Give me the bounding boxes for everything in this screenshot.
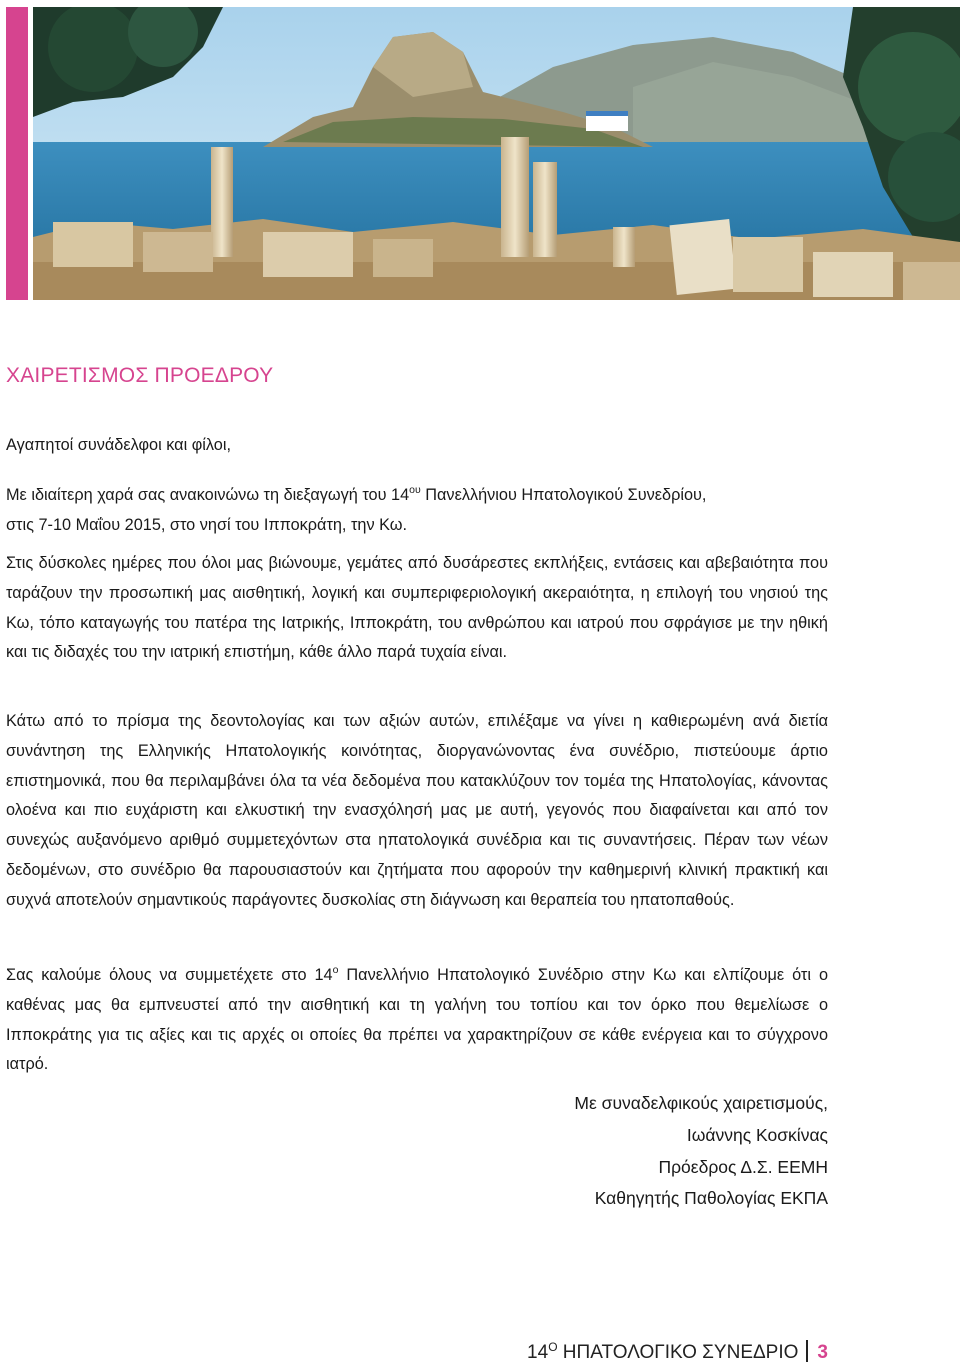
paragraph-2	[6, 549, 828, 668]
closing-text: Με συναδελφικούς χαιρετισμούς,	[574, 1093, 828, 1113]
signer-name: Ιωάννης Κοσκίνας	[686, 1124, 828, 1145]
footer-number: 14	[527, 1342, 549, 1363]
paragraph-3-text: Κάτω από το πρίσμα της δεοντολογίας και των αξιών αυτών, επιλέξαμε να γίνει η καθιερωμένη ανά διετία συνάντηση της Ελληνικής Ηπατολογικής κοινότητας, διοργανώνοντας ένα συνέδριο, πιστεύουμε άρτιο επιστημονικά, που θα περιλαμβάνει όλα τα νέα δεδομένα που κατακλύζουν τον τομέα της Ηπατολογίας, κάνοντας ολοένα και πιο ευχάριστη και ελκυστική την ενασχόλησή μας με αυτή, γεγονός που διαφαίνεται και από τον συνεχώς αυξανόμενο αριθμό συμμετεχόντων στα ηπατολογικά συνέδρια και τις συναντήσεις. Πέραν των νέων δεδομένων, στο συνέδριο θα παρουσιαστούν και ζητήματα που αφορούν την καθημερινή κλινική πρακτική και συχνά αποτελούν σημαντικούς παράγοντες δυσκολίας στη διάγνωση και θεραπεία του ηπατοπαθούς.	[6, 712, 828, 909]
page-footer	[527, 1340, 828, 1364]
intro-line-2: στις 7-10 Μαΐου 2015, στο νησί του Ιπποκράτη, την Κω.	[6, 515, 408, 534]
paragraph-4	[6, 956, 828, 1080]
paragraph-4-text	[6, 956, 828, 1080]
intro-line-1	[6, 476, 828, 511]
intro-paragraph	[6, 476, 828, 541]
intro-ordinal: ου	[409, 484, 421, 496]
paragraph-4-end: Πανελλήνιο Ηπατολογικό Συνέδριο στην Κω και ελπίζουμε ότι ο καθένας μας θα εμπνευστεί από την αισθητική και τη γαλήνη του τοπίου και τον όρκο που θεμελίωσε ο Ιπποκράτης για τις αξίες και τις αρχές οι οποίες θα πρέπει να χαρακτηρίζουν σε κάθε ενέργεια και το σύγχρονο ιατρό.	[6, 966, 828, 1074]
signature-block	[574, 1088, 828, 1215]
footer-text: ΗΠΑΤΟΛΟΓΙΚΟ ΣΥΝΕΔΡΙΟ	[557, 1342, 799, 1363]
greeting-text: Αγαπητοί συνάδελφοι και φίλοι,	[6, 436, 231, 454]
signer-title: Καθηγητής Παθολογίας ΕΚΠΑ	[594, 1188, 828, 1209]
page-title: ΧΑΙΡΕΤΙΣΜΟΣ ΠΡΟΕΔΡΟΥ	[6, 364, 274, 387]
page-number: 3	[817, 1342, 828, 1363]
paragraph-3	[6, 707, 828, 916]
intro-line-1-start: Με ιδιαίτερη χαρά σας ανακοινώνω τη διεξαγωγή του 14	[6, 486, 410, 504]
signer-role: Πρόεδρος Δ.Σ. ΕΕΜΗ	[658, 1156, 828, 1177]
paragraph-4-ordinal: ο	[332, 964, 339, 976]
greeting	[6, 431, 828, 461]
paragraph-4-start: Σας καλούμε όλους να συμμετέχετε στο 14	[6, 966, 333, 984]
footer-ordinal: Ο	[548, 1340, 558, 1354]
header-photo	[33, 7, 960, 300]
intro-line-1-end: Πανελλήνιου Ηπατολογικού Συνεδρίου,	[420, 486, 707, 504]
accent-bar	[6, 7, 28, 300]
paragraph-2-text: Στις δύσκολες ημέρες που όλοι μας βιώνουμε, γεμάτες από δυσάρεστες εκπλήξεις, εντάσεις και αβεβαιότητα που ταράζουν την προσωπική μας αισθητική, λογική και συμπεριφεριολογική ακεραιότητα, η επιλογή του νησιού της Κω, τόπο καταγωγής του πατέρα της Ιατρικής, Ιπποκράτη, του ανθρώπου και ιατρού που σφράγισε με την ηθική και τις διδαχές του την ιατρική επιστήμη, κάθε άλλο παρά τυχαία είναι.	[6, 554, 828, 662]
footer-separator	[806, 1340, 808, 1362]
